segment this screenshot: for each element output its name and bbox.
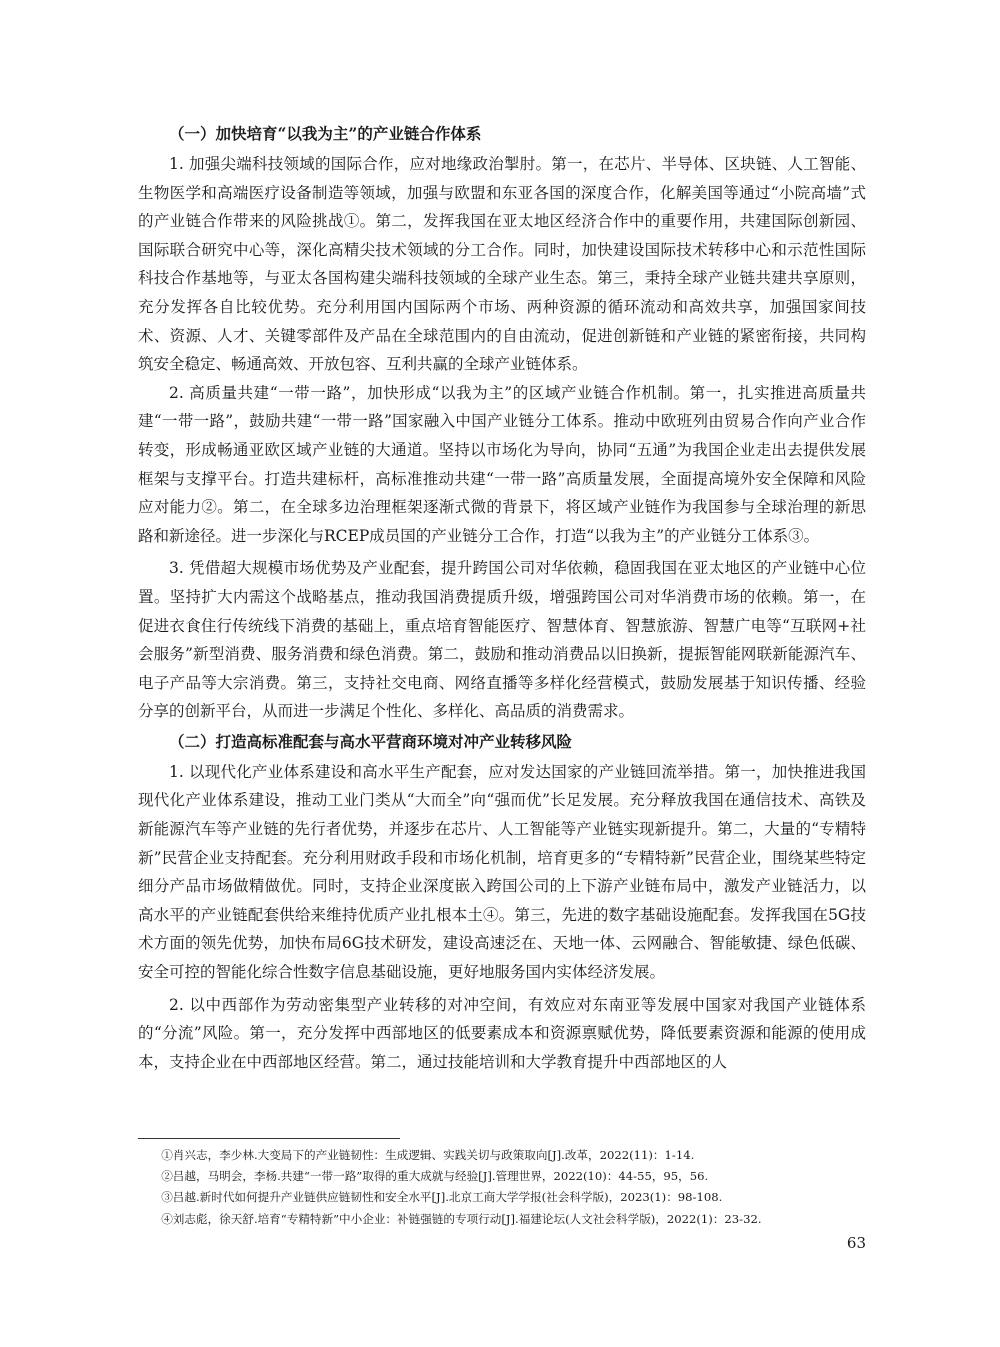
footnote-4: ④刘志彪，徐天舒.培育“专精特新”中小企业：补链强链的专项行动[J].福建论坛(人文社会科学版)，2022(1)：23-32. — [161, 1211, 762, 1226]
footnote-3: ③吕越.新时代如何提升产业链供应链韧性和安全水平[J].北京工商大学学报(社会科学版)，2023(1)：98-108. — [161, 1190, 723, 1205]
section-2-paragraph-1: 1. 以现代化产业体系建设和高水平生产配套，应对发达国家的产业链回流举措。第一，加快推进我国现代化产业体系建设，推动工业门类从“大而全”向“强而优”长足发展。充分释放我国在通信技术、高铁及新能源汽车等产业链的先行者优势，并逐步在芯片、人工智能等产业链实现新提升。第二，大量的“专精特新”民营企业支持配套。充分利用财政手段和市场化机制，培育更多的“专精特新”民营企业，围绕某些特定细分产品市场做精做优。同时，支持企业深度嵌入跨国公司的上下游产业链布局中，激发产业链活力，以高水平的产业链配套供给来维持优质产业扎根本土④。第三，先进的数字基础设施配套。发挥我国在5G技术方面的领先优势，加快布局6G技术研发，建设高速泛在、天地一体、云网融合、智能敏捷、绿色低碳、安全可控的智能化综合性数字信息基础设施，更好地服务国内实体经济发展。 — [138, 762, 866, 982]
footnote-2: ②吕越，马明会，李杨.共建“一带一路”取得的重大成就与经验[J].管理世界，2022(10)：44-55，95，56. — [161, 1169, 709, 1184]
section-1-paragraph-1: 1. 加强尖端科技领域的国际合作，应对地缘政治掣肘。第一，在芯片、半导体、区块链、人工智能、生物医学和高端医疗设备制造等领域，加强与欧盟和东亚各国的深度合作，化解美国等通过“小院高墙”式的产业链合作带来的风险挑战①。第二，发挥我国在亚太地区经济合作中的重要作用，共建国际创新园、国际联合研究中心等，深化高精尖技术领域的分工合作。同时，加快建设国际技术转移中心和示范性国际科技合作基地等，与亚太各国构建尖端科技领域的全球产业生态。第三，秉持全球产业链共建共享原则，充分发挥各自比较优势。充分利用国内国际两个市场、两种资源的循环流动和高效共享，加强国家间技术、资源、人才、关键零部件及产品在全球范围内的自由流动，促进创新链和产业链的紧密衔接，共同构筑安全稳定、畅通高效、开放包容、互利共赢的全球产业链体系。 — [138, 155, 866, 374]
section-2-paragraph-2: 2. 以中西部作为劳动密集型产业转移的对冲空间，有效应对东南亚等发展中国家对我国产业链体系的“分流”风险。第一，充分发挥中西部地区的低要素成本和资源禀赋优势，降低要素资源和能源的使用成本，支持企业在中西部地区经营。第二，通过技能培训和大学教育提升中西部地区的人 — [138, 995, 866, 1071]
footnote-divider — [138, 1138, 400, 1139]
section-heading-1: （一）加快培育“以我为主”的产业链合作体系 — [169, 124, 482, 143]
footnote-1: ①肖兴志，李少林.大变局下的产业链韧性：生成逻辑、实践关切与政策取向[J].改革，2022(11)：1-14. — [161, 1148, 695, 1162]
section-heading-2: （二）打造高标准配套与高水平营商环境对冲产业转移风险 — [169, 731, 573, 751]
section-1-paragraph-3: 3. 凭借超大规模市场优势及产业配套，提升跨国公司对华依赖，稳固我国在亚太地区的产业链中心位置。坚持扩大内需这个战略基点，推动我国消费提质升级，增强跨国公司对华消费市场的依赖。第一，在促进衣食住行传统线下消费的基础上，重点培育智能医疗、智慧体育、智慧旅游、智慧广电等“互联网+社会服务”新型消费、服务消费和绿色消费。第二，鼓励和推动消费品以旧换新，提振智能网联新能源汽车、电子产品等大宗消费。第三，支持社交电商、网络直播等多样化经营模式，鼓励发展基于知识传播、经验分享的创新平台，从而进一步满足个性化、多样化、高品质的消费需求。 — [138, 559, 866, 721]
footnotes — [138, 1145, 866, 1230]
article-body — [138, 118, 866, 1076]
page-number: 63 — [846, 1234, 866, 1252]
section-1-paragraph-2: 2. 高质量共建“一带一路”，加快形成“以我为主”的区域产业链合作机制。第一，扎实推进高质量共建“一带一路”，鼓励共建“一带一路”国家融入中国产业链分工体系。推动中欧班列由贸易合作向产业合作转变，形成畅通亚欧区域产业链的大通道。坚持以市场化为导向，协同“五通”为我国企业走出去提供发展框架与支撑平台。打造共建标杆，高标准推动共建“一带一路”高质量发展，全面提高境外安全保障和风险应对能力②。第二，在全球多边治理框架逐渐式微的背景下，将区域产业链作为我国参与全球治理的新思路和新途径。进一步深化与RCEP成员国的产业链分工合作，打造“以我为主”的产业链分工体系③。 — [138, 383, 866, 545]
